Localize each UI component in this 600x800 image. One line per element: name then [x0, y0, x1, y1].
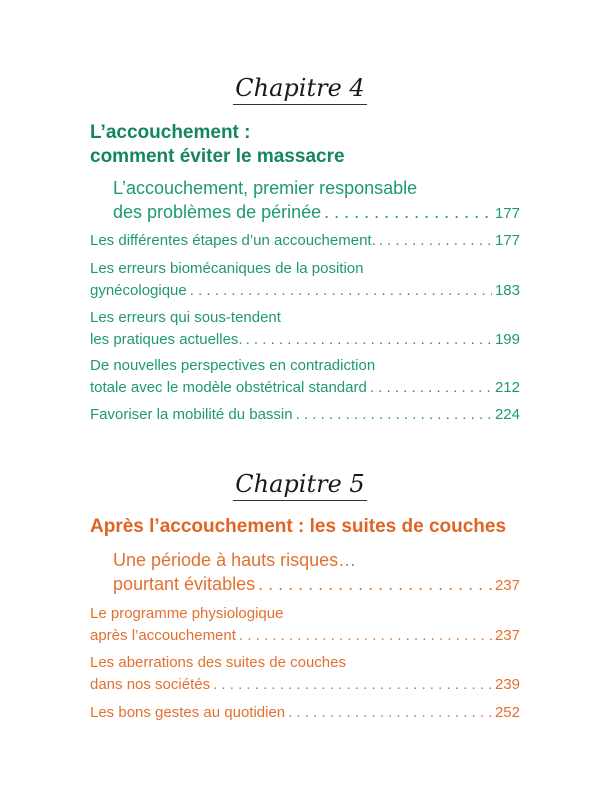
page-number: 239	[494, 676, 520, 693]
page-number: 252	[494, 704, 520, 721]
toc-entry[interactable]: Favoriser la mobilité du bassin . . . 224	[90, 404, 520, 426]
leader-dots	[296, 404, 492, 426]
page-number: 237	[494, 577, 520, 594]
chapter-5-label: Chapitre 5	[0, 470, 600, 498]
page-number: 183	[494, 282, 520, 299]
page-number: 199	[494, 331, 520, 348]
leader-dots	[258, 572, 492, 596]
toc-entry[interactable]: Une période à hauts risques… pourtant évitables . . . 237	[113, 548, 520, 598]
leader-dots	[288, 702, 492, 724]
toc-entry[interactable]: Les bons gestes au quotidien . . . 252	[90, 702, 520, 724]
chapter-4-title: L’accouchement : comment éviter le massacre	[90, 122, 345, 167]
leader-dots	[213, 674, 492, 696]
leader-dots	[190, 280, 492, 302]
toc-entry[interactable]: L’accouchement, premier responsable des problèmes de périnée . . . 177	[113, 176, 520, 226]
leader-dots	[379, 230, 492, 252]
page-number: 177	[494, 205, 520, 222]
toc-entry[interactable]: Les erreurs qui sous-tendent les pratiques actuelles. . . . 199	[90, 307, 520, 351]
page-number: 237	[494, 627, 520, 644]
leader-dots	[370, 377, 492, 399]
leader-dots	[324, 200, 492, 224]
page-number: 224	[494, 406, 520, 423]
toc-entry[interactable]: De nouvelles perspectives en contradiction totale avec le modèle obstétrical standard . . . 212	[90, 355, 520, 399]
leader-dots	[246, 329, 492, 351]
page-number: 212	[494, 379, 520, 396]
chapter-4-label: Chapitre 4	[0, 74, 600, 102]
toc-entry[interactable]: Les aberrations des suites de couches dans nos sociétés . . . 239	[90, 652, 520, 696]
toc-entry[interactable]: Le programme physiologique après l’accouchement . . . 237	[90, 603, 520, 647]
toc-entry[interactable]: Les erreurs biomécaniques de la position gynécologique . . . 183	[90, 258, 520, 302]
toc-entry[interactable]: Les différentes étapes d’un accouchement. . . . 177	[90, 230, 520, 252]
leader-dots	[239, 625, 492, 647]
chapter-5-title: Après l’accouchement : les suites de couches	[90, 516, 507, 537]
page-number: 177	[494, 232, 520, 249]
